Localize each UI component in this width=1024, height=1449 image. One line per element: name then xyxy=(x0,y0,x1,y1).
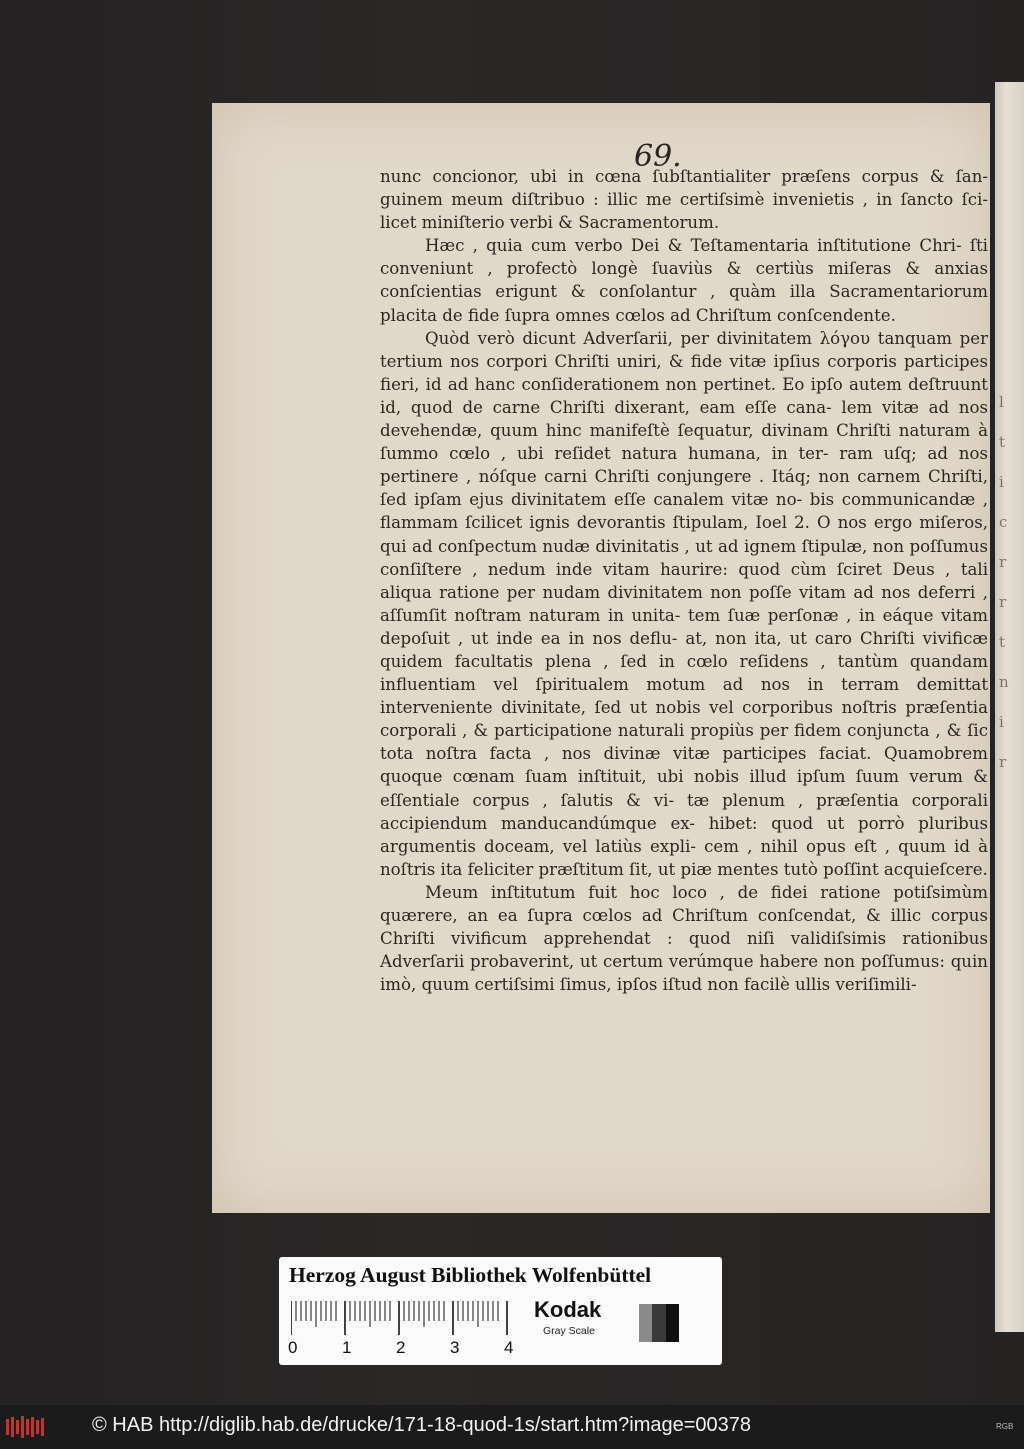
text-line: per tertium nos corpori Chriſti uniri, & fide vitæ ipſius corporis xyxy=(380,328,989,371)
text-line: non carnem Chriſti, ſed ipſam ejus divinitatem eſſe canalem vitæ no- xyxy=(380,467,988,510)
paragraph xyxy=(380,234,988,326)
text-line: corporibus noſtris præſentia corporali , & participatione naturali xyxy=(380,698,988,741)
text-line: quærere, an ea ſupra cœlos ad Chriſtum conſcendat, & illic corpus xyxy=(380,906,988,925)
book-page xyxy=(212,103,990,1213)
text-line: Quòd verò dicunt Adverſarii, per divinitatem λόγου tanquam xyxy=(425,328,952,348)
ruler-number: 3 xyxy=(450,1338,460,1357)
hab-logo-icon xyxy=(6,1415,48,1439)
text-line: quin imò, quum certiſsimi ſimus, ipſos iſtud non facilè ullis veriſimili- xyxy=(380,952,988,995)
text-line: ſti conveniunt , profectò longè ſuaviùs & certiùs miſeras & anxias xyxy=(380,236,988,279)
paragraph xyxy=(380,327,988,881)
text-line: ubi nobis illud ipſum ſuum verum & eſſentiale corpus , ſalutis & vi- xyxy=(380,767,988,810)
gray-scale-label: Gray Scale xyxy=(543,1325,595,1337)
text-line: hibet: quod ut porrò pluribus argumentis doceam, vel latiùs expli- xyxy=(380,813,988,856)
text-line: 2. O nos ergo miſeros, qui ad conſpectum nudæ divinitatis , ut ad xyxy=(380,513,988,556)
text-line: piæ mentes tutò poſſint acquieſcere. xyxy=(680,859,988,879)
footer-bar xyxy=(0,1405,1024,1449)
text-line: ad nos in terram demittat interveniente divinitate, ſed ut nobis vel xyxy=(380,675,988,718)
text-line: cœlo reſidens , tantùm quandam influentiam vel ſpiritualem motum xyxy=(380,651,988,695)
text-line: participes fieri, id ad hanc conſiderationem non pertinet. Eo ipſo xyxy=(380,351,988,394)
text-line: ignem ſtipulæ, non poſſumus conſiſtere , nedum inde vitam haurire: xyxy=(380,536,989,579)
library-name: Herzog August Bibliothek Wolfenbüttel xyxy=(289,1263,652,1287)
text-line: tem ſuæ perſonæ , in eáque vitam depoſuit , ut inde ea in nos deflu- xyxy=(380,605,988,648)
text-line: autem deſtruunt id, quod de carne Chriſti dixerant, eam eſſe cana- xyxy=(380,374,988,417)
page-number: 69. xyxy=(634,139,682,174)
ruler-number: 0 xyxy=(288,1338,298,1357)
gray-scale-patch-icon xyxy=(639,1304,679,1342)
text-line: Chriſti vivificum apprehendat : quod niſi validiſsimis rationibus xyxy=(380,929,988,949)
color-mode-tag: RGB xyxy=(996,1422,1014,1431)
text-line: tæ plenum , præſentia corporali accipiendum manducandúmque ex- xyxy=(380,790,988,833)
ruler-scale-icon xyxy=(291,1301,516,1341)
text-line: at, non ita, ut caro Chriſti vivificæ quidem facultatis plena , ſed in xyxy=(380,628,988,671)
text-line: Adverſarii probaverint, ut certum verúmque habere non poſſumus: xyxy=(380,952,945,972)
text-line: Chriſti naturam à ſummo cœlo , ubi reſidet natura humana, in ter- xyxy=(380,421,988,464)
text-line: licet miniſterio verbi & Sacramentorum. xyxy=(380,213,720,233)
ruler-number: 2 xyxy=(396,1338,406,1357)
text-line: placita de fide ſupra omnes cœlos ad Chriſtum conſcendente. xyxy=(380,305,896,325)
text-line: conſcientias erigunt & conſolantur , quàm illa Sacramentariorum xyxy=(380,282,988,302)
text-line: propiùs per fidem conjuncta , & ſic tota noſtra facta , nos divinæ xyxy=(380,721,989,764)
adjacent-page-edge xyxy=(995,82,1024,1332)
text-line: ram uſq; ad nos pertinere , nóſque carni Chriſti conjungere . Itáq; xyxy=(380,444,988,487)
kodak-brand: Kodak xyxy=(534,1297,602,1322)
text-line: nunc concionor, ubi in cœna ſubſtantialiter præſens corpus & ſan- xyxy=(380,167,988,186)
adjacent-page-marks: l t i c r r t n i r xyxy=(999,393,1009,771)
text-line: quod cùm ſciret Deus , tali aliqua ratione per nudam divinitatem xyxy=(380,559,989,602)
paragraph xyxy=(380,165,988,234)
text-line: bis communicandæ , flammam ſcilicet ignis devorantis ſtipulam, Ioel xyxy=(380,490,989,533)
text-line: Hæc , quia cum verbo Dei & Teſtamentaria inſtitutione Chri- xyxy=(425,236,962,256)
ruler-number: 4 xyxy=(504,1338,514,1357)
text-line: Meum inſtitutum fuit hoc loco , de fidei ratione potiſsimùm xyxy=(425,882,988,902)
text-line: guinem meum diſtribuo : illic me certiſsimè invenietis , in ſancto ſci- xyxy=(380,190,988,210)
ruler-number: 1 xyxy=(342,1338,352,1357)
paragraph xyxy=(380,881,988,996)
text-line: lem vitæ ad nos devehendæ, quum hinc manifeſtè ſequatur, divinam xyxy=(380,397,988,441)
copyright-url: © HAB http://diglib.hab.de/drucke/171-18-quod-1s/start.htm?image=00378 xyxy=(92,1414,752,1436)
library-label-card xyxy=(279,1257,722,1365)
page-text xyxy=(380,165,988,996)
text-line: cem , nihil opus eſt , quum id à noſtris ita feliciter præſtitum ſit, ut xyxy=(380,836,989,879)
text-line: non poſſe vitam ad nos deferri , aſſumſit noſtram naturam in unita- xyxy=(380,582,989,625)
text-line: vitæ participes faciat. Quamobrem quoque cœnam ſuam inſtituit, xyxy=(380,744,988,787)
